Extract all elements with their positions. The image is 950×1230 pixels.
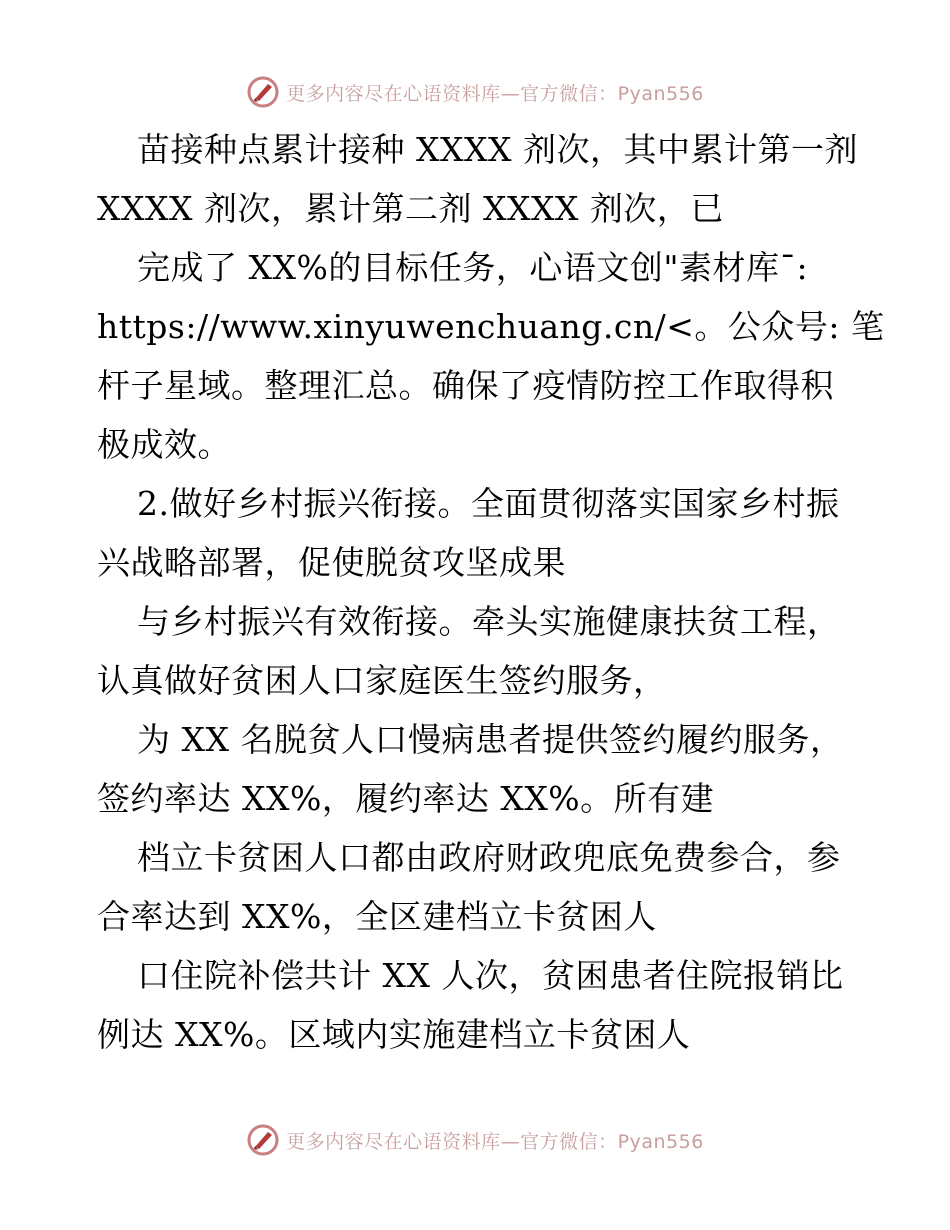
body-line: 签约率达 XX%，履约率达 XX%。所有建 bbox=[97, 779, 715, 818]
body-line: 兴战略部署，促使脱贫攻坚成果 bbox=[97, 543, 566, 582]
body-line: 2.做好乡村振兴衔接。全面贯彻落实国家乡村振 bbox=[137, 484, 840, 523]
body-line: XXXX 剂次，累计第二剂 XXXX 剂次，已 bbox=[97, 189, 724, 228]
body-line: 极成效。 bbox=[97, 425, 231, 464]
body-line: 口住院补偿共计 XX 人次，贫困患者住院报销比 bbox=[137, 956, 844, 995]
body-line: 杆子星域。整理汇总。确保了疫情防控工作取得积 bbox=[97, 366, 834, 405]
brush-logo-icon bbox=[246, 1123, 280, 1157]
body-line: https://www.xinyuwenchuang.cn/<。公众号: 笔 bbox=[97, 307, 885, 346]
document-body bbox=[97, 120, 885, 1064]
body-line: 认真做好贫困人口家庭医生签约服务， bbox=[97, 661, 667, 700]
footer-banner bbox=[0, 1120, 950, 1160]
body-line: 与乡村振兴有效衔接。牵头实施健康扶贫工程， bbox=[137, 602, 841, 641]
header-banner bbox=[0, 72, 950, 112]
footer-banner-text: 更多内容尽在心语资料库—官方微信：Pyan556 bbox=[286, 1130, 704, 1153]
body-line: 苗接种点累计接种 XXXX 剂次，其中累计第一剂 bbox=[137, 130, 858, 169]
body-line: 合率达到 XX%，全区建档立卡贫困人 bbox=[97, 897, 657, 936]
body-line: 为 XX 名脱贫人口慢病患者提供签约履约服务， bbox=[137, 720, 844, 759]
body-line: 完成了 XX%的目标任务，心语文创"素材库¯: bbox=[137, 248, 809, 287]
header-banner-text: 更多内容尽在心语资料库—官方微信：Pyan556 bbox=[286, 82, 704, 105]
body-line: 档立卡贫困人口都由政府财政兜底免费参合，参 bbox=[137, 838, 841, 877]
brush-logo-icon bbox=[246, 75, 280, 109]
body-line: 例达 XX%。区域内实施建档立卡贫困人 bbox=[97, 1015, 691, 1054]
